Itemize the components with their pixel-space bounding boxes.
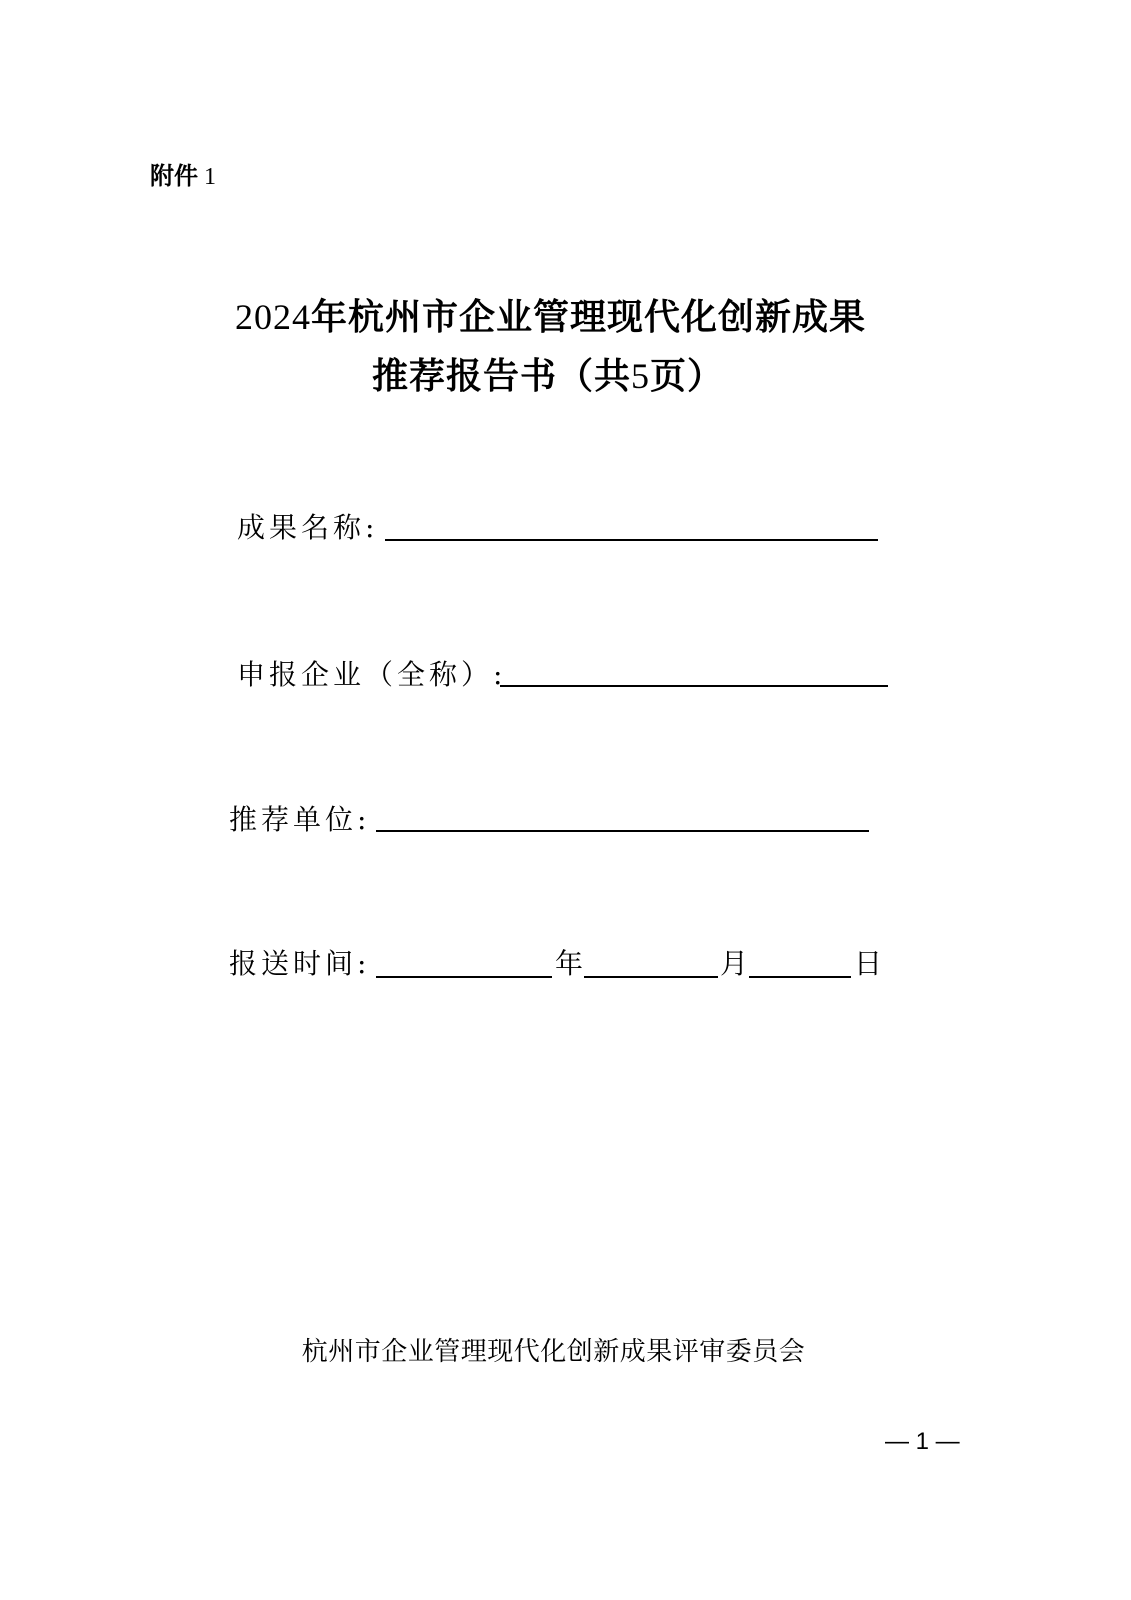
- title-page-count: 5: [631, 356, 651, 396]
- issuer-committee: 杭州市企业管理现代化创新成果评审委员会: [301, 1337, 806, 1367]
- title-line-2-end: 页）: [650, 356, 725, 397]
- document-title-line-2: [372, 352, 724, 401]
- submit-year-field[interactable]: [376, 976, 552, 978]
- achievement-name-field[interactable]: [385, 539, 878, 541]
- month-unit: 月: [720, 947, 749, 980]
- title-line-1-text: 年杭州市企业管理现代化创新成果: [311, 297, 867, 338]
- page-number: — 1 —: [885, 1428, 960, 1455]
- submit-day-field[interactable]: [749, 976, 851, 978]
- title-year: 2024: [235, 297, 311, 337]
- title-line-2-text: 推荐报告书（共: [372, 356, 632, 397]
- achievement-name-label: 成果名称:: [237, 511, 379, 544]
- attachment-number: 1: [204, 164, 216, 190]
- document-title-line-1: [235, 293, 866, 342]
- day-unit: 日: [854, 947, 883, 980]
- submit-month-field[interactable]: [584, 976, 718, 978]
- applicant-enterprise-field[interactable]: [500, 685, 888, 687]
- recommender-field[interactable]: [376, 830, 869, 832]
- submit-time-label: 报送时间:: [229, 947, 371, 980]
- recommender-label: 推荐单位:: [229, 803, 371, 836]
- applicant-enterprise-label: 申报企业（全称）:: [237, 658, 507, 691]
- year-unit: 年: [555, 947, 584, 980]
- attachment-label: [150, 160, 216, 193]
- attachment-text: 附件: [150, 162, 198, 190]
